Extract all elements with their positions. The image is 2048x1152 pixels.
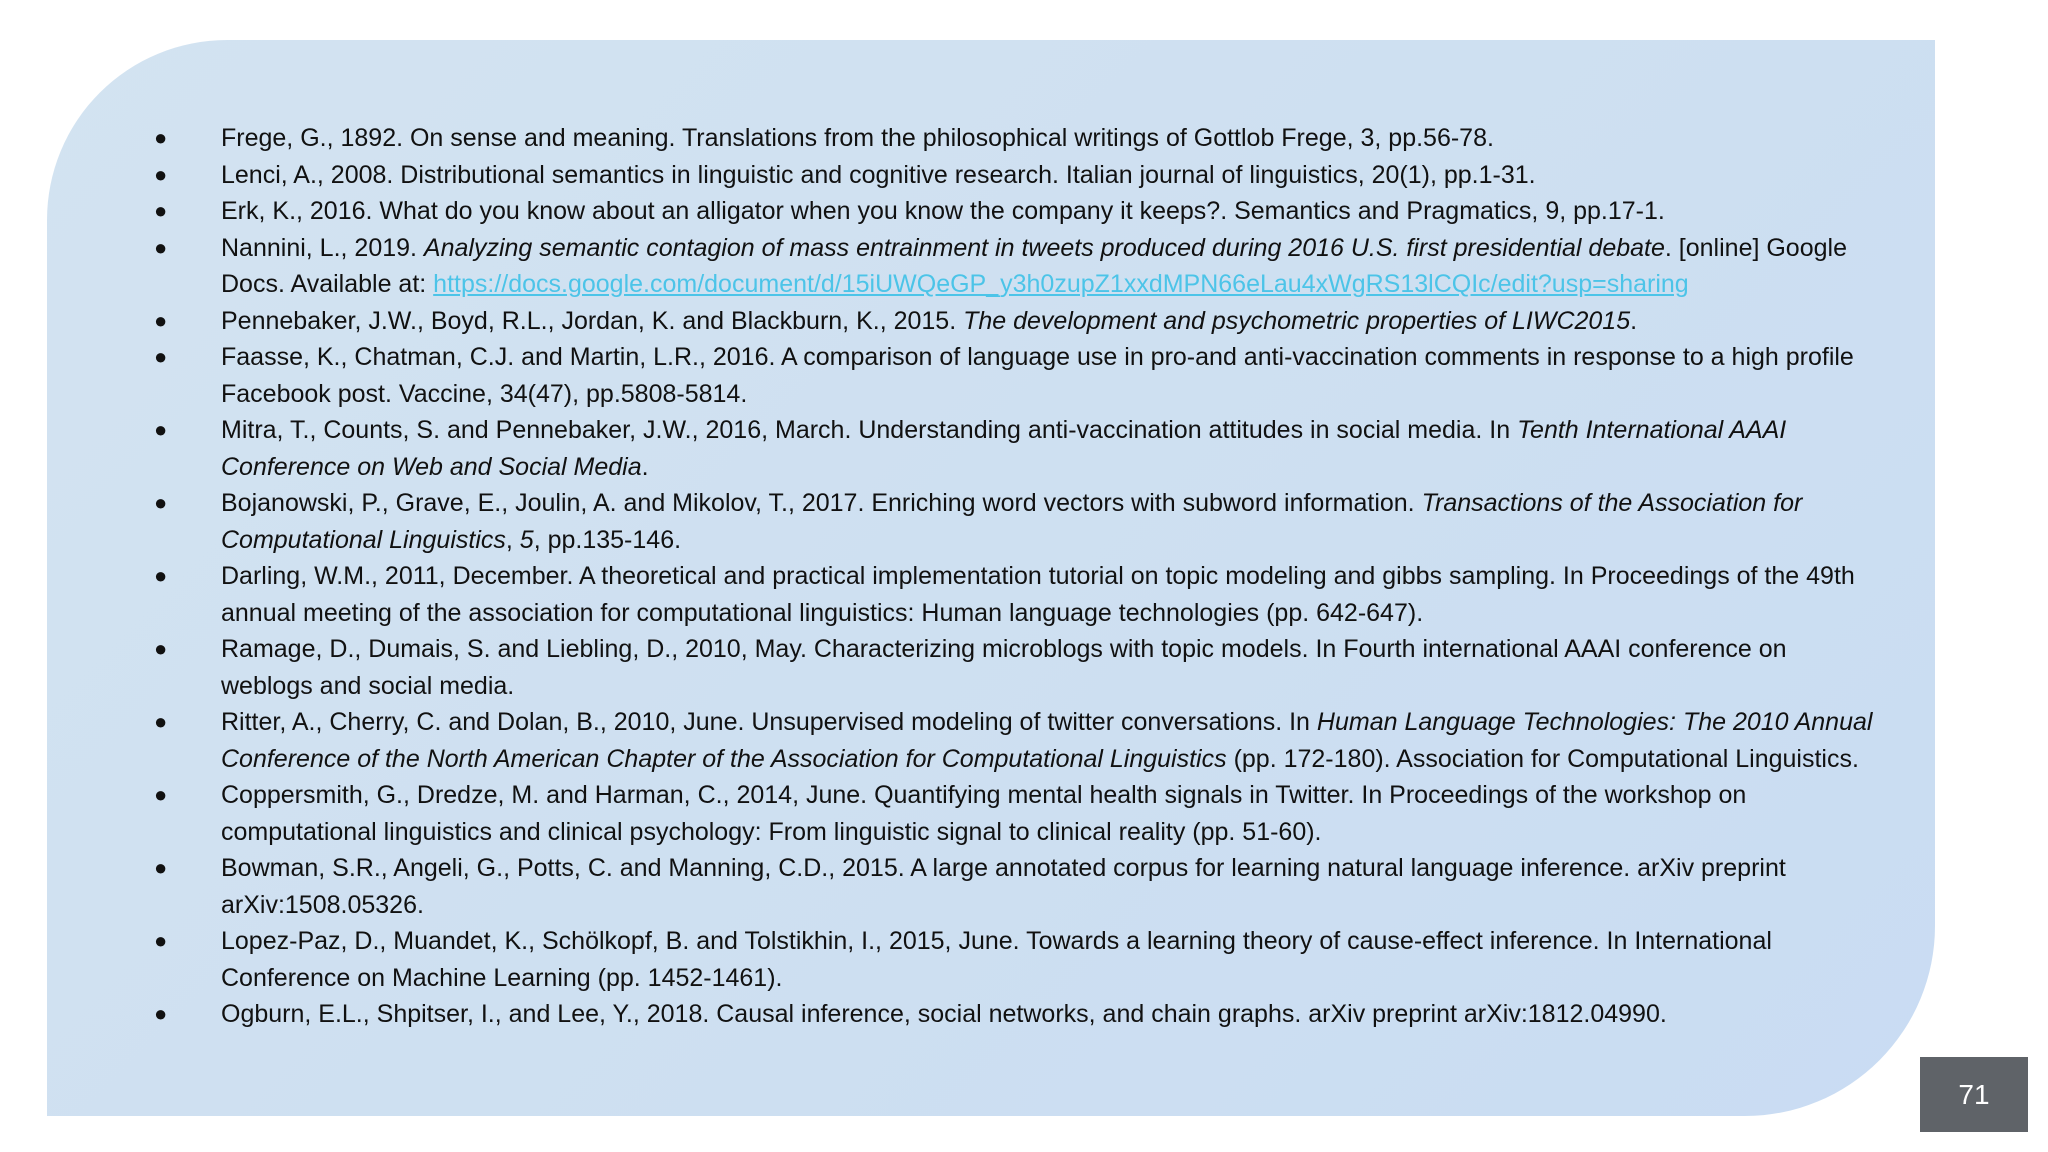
bullet-icon: ● xyxy=(154,161,168,187)
reference-item xyxy=(150,193,1880,230)
reference-text: Lenci, A., 2008. Distributional semantics in linguistic and cognitive research. Italian journal of linguistics, 20(1), pp.1-31. xyxy=(221,160,1536,189)
bullet-icon: ● xyxy=(154,125,168,150)
reference-item xyxy=(150,157,1880,194)
reference-text: Ramage, D., Dumais, S. and Liebling, D., 2010, May. Characterizing microblogs with topic models. In Fourth international AAAI conference on weblogs and social media. xyxy=(221,635,1787,700)
bullet-icon: ● xyxy=(154,855,168,880)
reference-item xyxy=(150,303,1880,340)
reference-text: Bowman, S.R., Angeli, G., Potts, C. and Manning, C.D., 2015. A large annotated corpus for learning natural language inference. arXiv preprint arXiv:1508.05326. xyxy=(221,854,1786,919)
bullet-icon: ● xyxy=(154,928,168,953)
reference-italic-text: Human Language Technologies: The 2010 Annual Conference of the North American Chapter of the Association for Computational Linguistics xyxy=(221,708,1873,773)
reference-text: Ritter, A., Cherry, C. and Dolan, B., 2010, June. Unsupervised modeling of twitter conversations. In xyxy=(221,708,1317,736)
reference-item xyxy=(150,120,1880,157)
reference-text: . [online] Google Docs. Available at: xyxy=(221,233,1847,298)
bullet-icon: ● xyxy=(154,417,168,442)
reference-italic-text: The development and psychometric properties of LIWC2015 xyxy=(963,306,1631,335)
bullet-icon: ● xyxy=(154,198,168,223)
reference-italic-text: Analyzing semantic contagion of mass entrainment in tweets produced during 2016 U.S. first presidential debate xyxy=(423,233,1665,262)
reference-text: Erk, K., 2016. What do you know about an alligator when you know the company it keeps?. Semantics and Pragmatics, 9, pp.17-1. xyxy=(221,197,1665,225)
reference-item xyxy=(150,230,1880,303)
reference-text: , pp.135-146. xyxy=(533,525,682,554)
reference-link[interactable]: https://docs.google.com/document/d/15iUWQeGP_y3h0zupZ1xxdMPN66eLau4xWgRS13lCQIc/edit?usp=sharing xyxy=(433,270,1689,298)
reference-item xyxy=(150,996,1880,1033)
reference-text: Bojanowski, P., Grave, E., Joulin, A. and Mikolov, T., 2017. Enriching word vectors with subword information. xyxy=(221,489,1422,517)
reference-item xyxy=(150,923,1880,996)
bullet-icon: ● xyxy=(154,782,168,807)
reference-text: Faasse, K., Chatman, C.J. and Martin, L.R., 2016. A comparison of language use in pro-and anti-vaccination comments in response to a high profile Facebook post. Vaccine, 34(47), pp.5808-5814. xyxy=(221,343,1854,408)
reference-text: Darling, W.M., 2011, December. A theoretical and practical implementation tutorial on topic modeling and gibbs sampling. In Proceedings of the 49th annual meeting of the association for computational linguistics: Human language technologies (pp. 642-647). xyxy=(221,562,1855,627)
reference-text: Mitra, T., Counts, S. and Pennebaker, J.W., 2016, March. Understanding anti-vaccination attitudes in social media. In xyxy=(221,416,1518,444)
reference-item xyxy=(150,412,1880,485)
reference-item xyxy=(150,777,1880,850)
reference-text: . xyxy=(641,452,649,481)
reference-text: Nannini, L., 2019. xyxy=(221,233,424,262)
bullet-icon: ● xyxy=(154,563,168,588)
reference-text: Frege, G., 1892. On sense and meaning. Translations from the philosophical writings of Gottlob Frege, 3, pp.56-78. xyxy=(221,124,1494,152)
page-number-badge xyxy=(1920,1057,2028,1132)
bullet-icon: ● xyxy=(154,1001,168,1026)
reference-text: Pennebaker, J.W., Boyd, R.L., Jordan, K. and Blackburn, K., 2015. xyxy=(221,306,964,335)
page-number: 71 xyxy=(1958,1078,1990,1110)
reference-text: Ogburn, E.L., Shpitser, I., and Lee, Y., 2018. Causal inference, social networks, and chain graphs. arXiv preprint arXiv:1812.04990. xyxy=(221,1000,1667,1028)
reference-item xyxy=(150,339,1880,412)
bullet-icon: ● xyxy=(154,709,168,734)
bullet-icon: ● xyxy=(154,344,168,369)
reference-item xyxy=(150,631,1880,704)
bullet-icon: ● xyxy=(154,307,168,333)
bullet-icon: ● xyxy=(154,636,168,661)
bullet-icon: ● xyxy=(154,490,168,515)
bullet-icon: ● xyxy=(154,234,168,260)
reference-item xyxy=(150,850,1880,923)
reference-list xyxy=(150,120,1880,1033)
reference-italic-text: Transactions of the Association for Computational Linguistics xyxy=(221,489,1803,554)
reference-italic-text: Tenth International AAAI Conference on Web and Social Media xyxy=(221,416,1787,481)
reference-text: . xyxy=(1630,306,1638,335)
reference-text: (pp. 172-180). Association for Computational Linguistics. xyxy=(1226,744,1859,773)
reference-item xyxy=(150,485,1880,558)
reference-italic-text: 5 xyxy=(519,525,534,554)
reference-item xyxy=(150,704,1880,777)
reference-text: , xyxy=(505,525,520,554)
reference-text: Coppersmith, G., Dredze, M. and Harman, C., 2014, June. Quantifying mental health signals in Twitter. In Proceedings of the workshop on computational linguistics and clinical psychology: From linguistic signal to clinical reality (pp. 51-60). xyxy=(221,781,1747,846)
reference-text: Lopez-Paz, D., Muandet, K., Schölkopf, B. and Tolstikhin, I., 2015, June. Towards a learning theory of cause-effect inference. In International Conference on Machine Learning (pp. 1452-1461). xyxy=(221,927,1772,992)
reference-item xyxy=(150,558,1880,631)
